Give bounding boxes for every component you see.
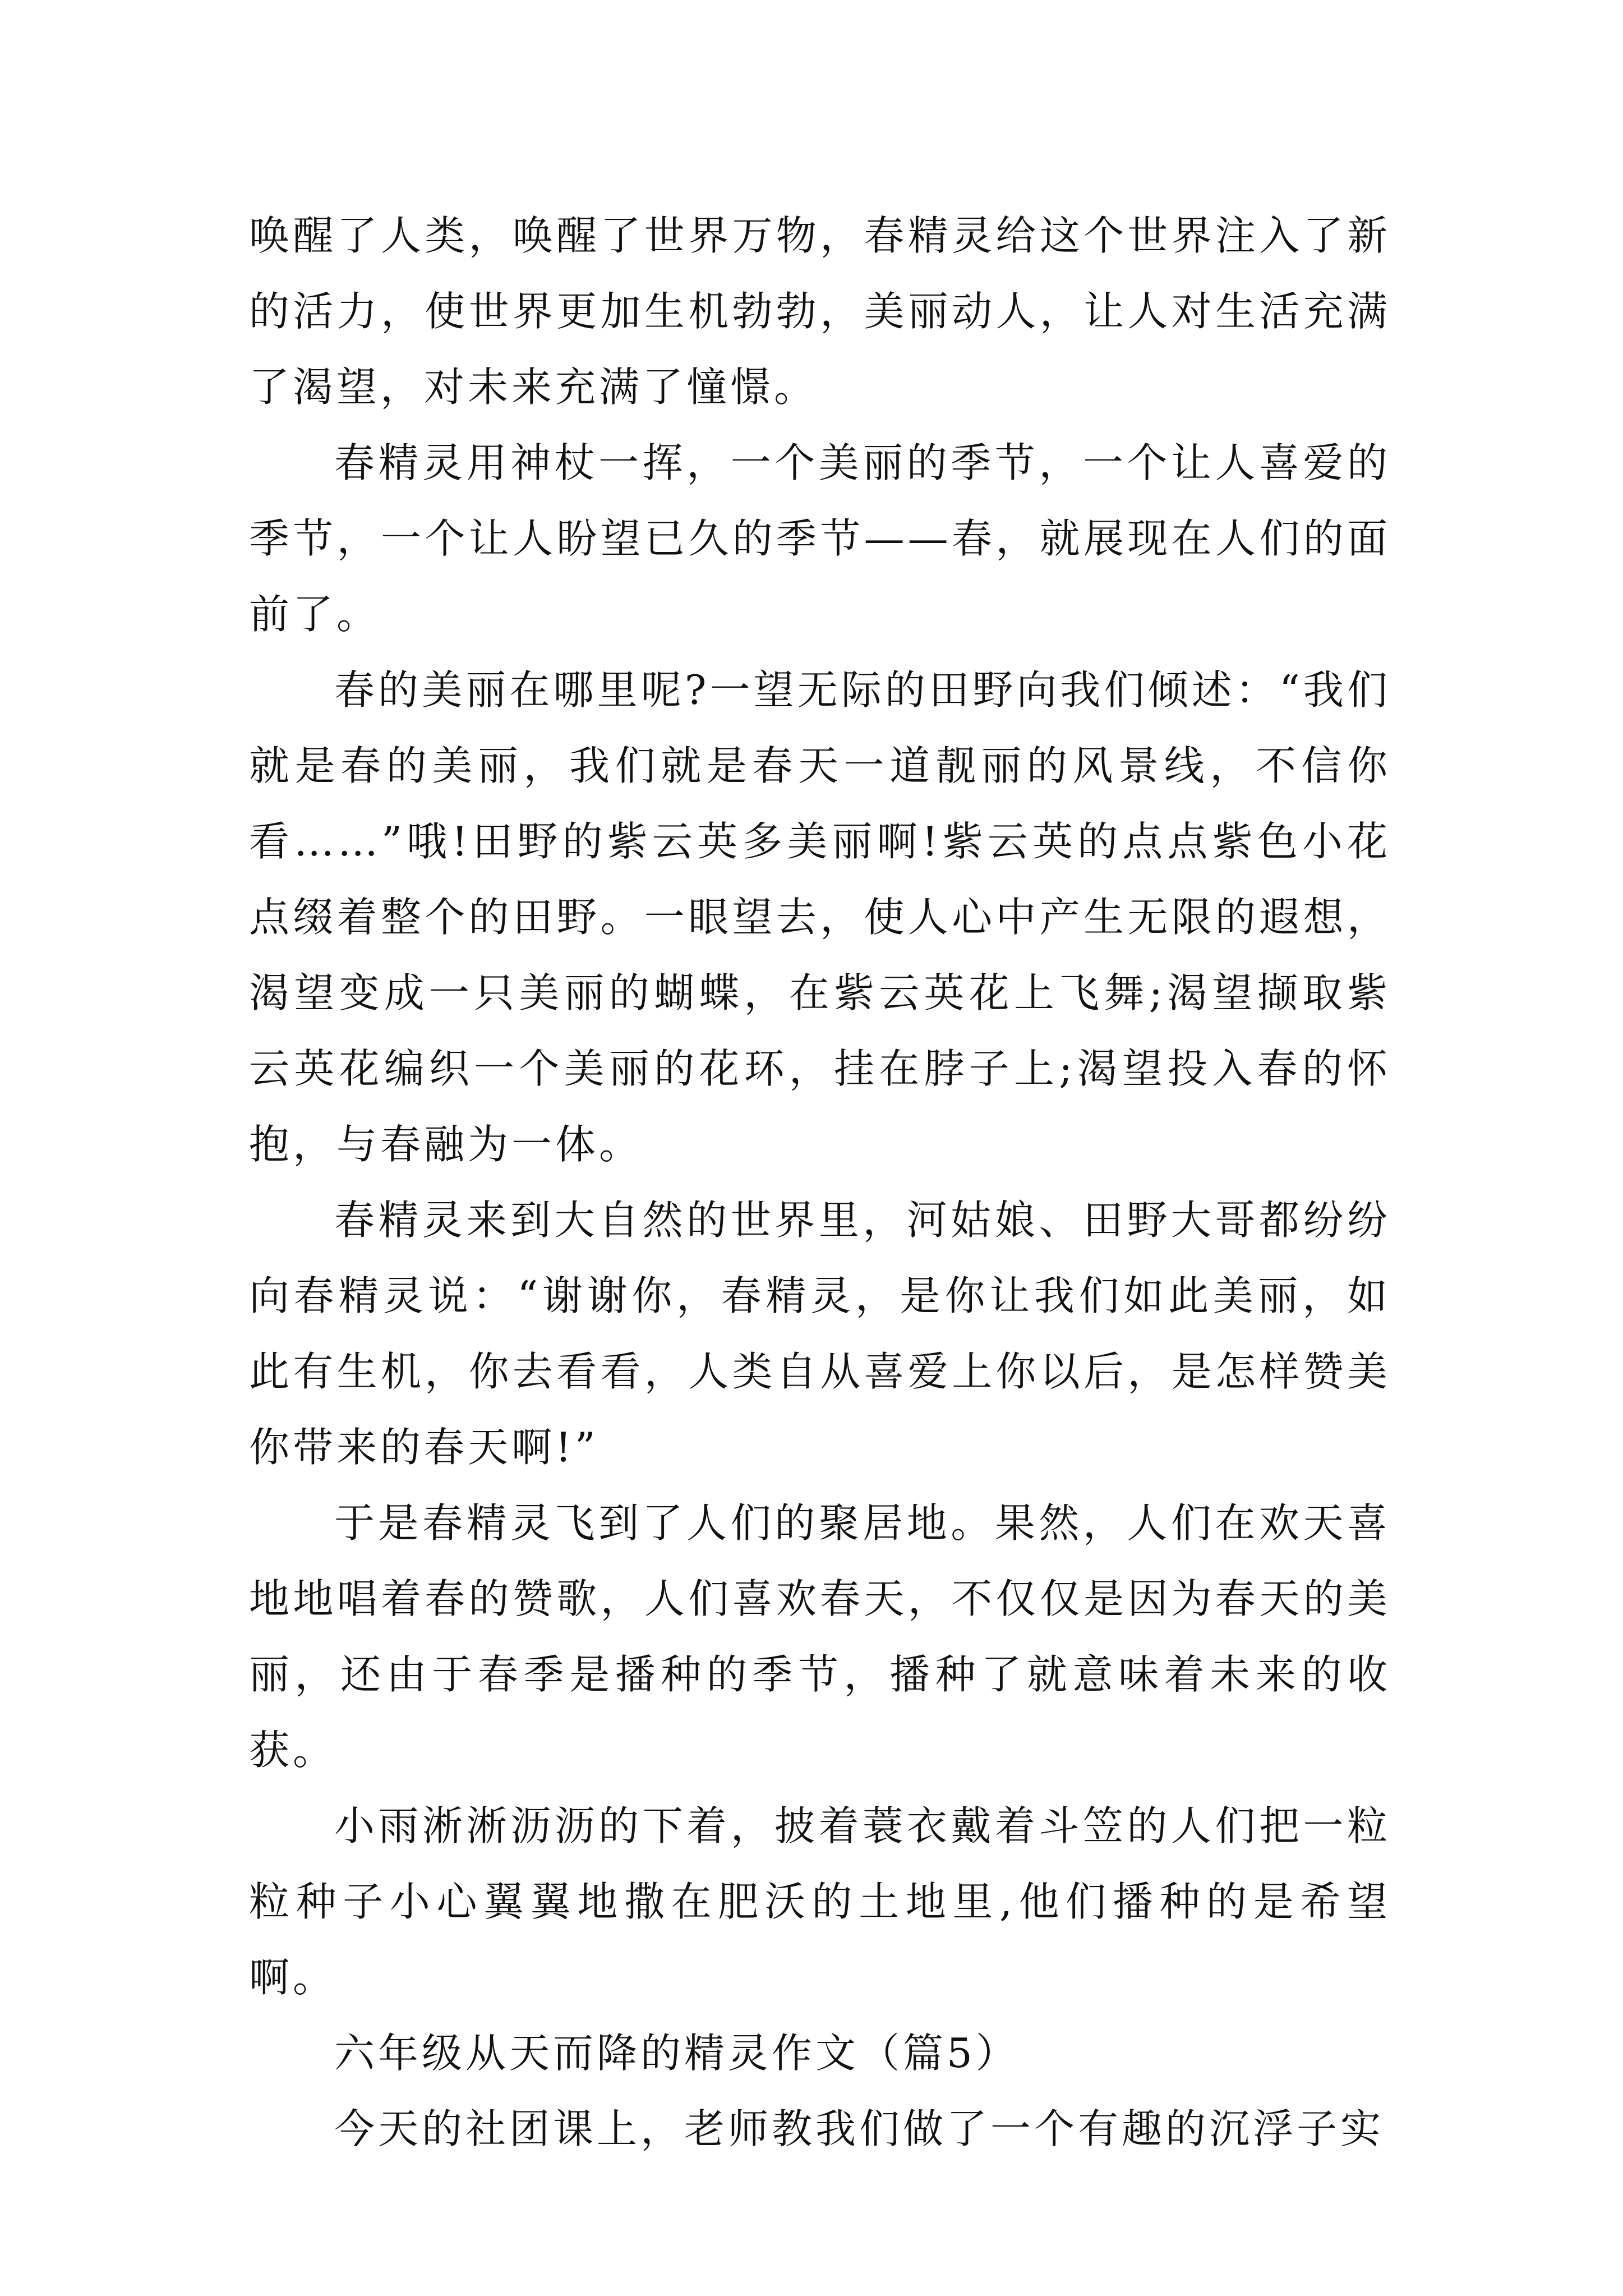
paragraph: 今天的社团课上，老师教我们做了一个有趣的沉浮子实 [334, 2105, 1385, 2152]
paragraph: 小雨淅淅沥沥的下着，披着蓑衣戴着斗笠的人们把一粒粒种子小心翼翼地撒在肥沃的土地里,他们播种的是希望啊。 [249, 1802, 1391, 2001]
paragraph: 春的美丽在哪里呢?一望无际的田野向我们倾述：“我们就是春的美丽，我们就是春天一道靓丽的风景线，不信你看……”哦!田野的紫云英多美丽啊!紫云英的点点紫色小花点缀着整个的田野。一眼望去，使人心中产生无限的遐想，渴望变成一只美丽的蝴蝶，在紫云英花上飞舞;渴望撷取紫云英花编织一个美丽的花环，挂在脖子上;渴望投入春的怀抱，与春融为一体。 [249, 666, 1391, 1168]
paragraph: 春精灵来到大自然的世界里，河姑娘、田野大哥都纷纷向春精灵说：“谢谢你，春精灵，是你让我们如此美丽，如此有生机，你去看看，人类自从喜爱上你以后，是怎样赞美你带来的春天啊!” [249, 1197, 1391, 1471]
section-heading: 六年级从天而降的精灵作文（篇5） [334, 2030, 1020, 2077]
paragraph: 春精灵用神杖一挥，一个美丽的季节，一个让人喜爱的季节，一个让人盼望已久的季节——春，就展现在人们的面前了。 [249, 439, 1391, 638]
essay-body [249, 198, 1391, 2167]
paragraph-continuation: 唤醒了人类，唤醒了世界万物，春精灵给这个世界注入了新的活力，使世界更加生机勃勃，美丽动人，让人对生活充满了渴望，对未来充满了憧憬。 [249, 212, 1391, 411]
paragraph: 于是春精灵飞到了人们的聚居地。果然，人们在欢天喜地地唱着春的赞歌，人们喜欢春天，不仅仅是因为春天的美丽，还由于春季是播种的季节，播种了就意味着未来的收获。 [249, 1499, 1391, 1774]
